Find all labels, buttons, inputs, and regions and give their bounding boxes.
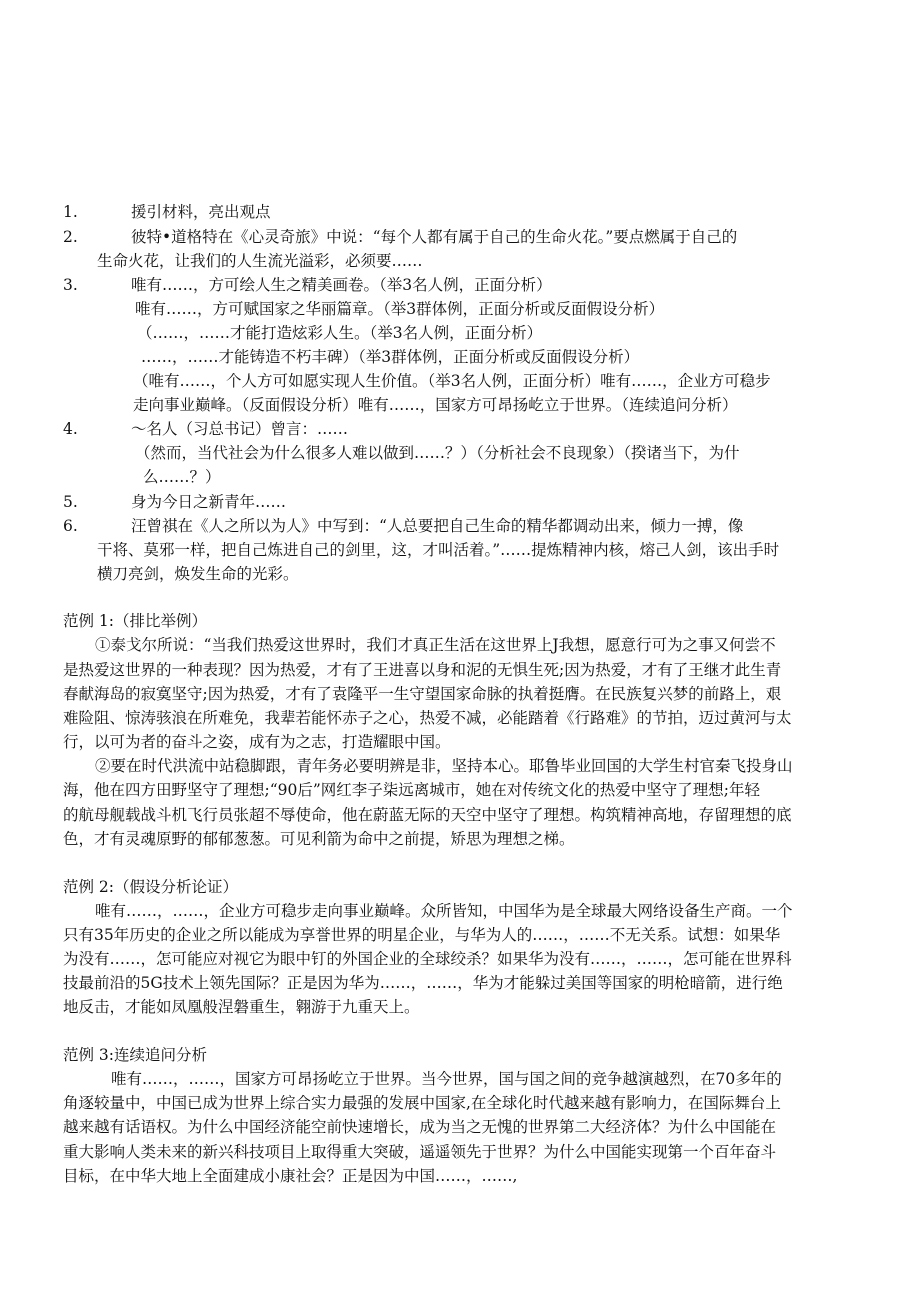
paragraph-line: 重大影响人类未来的新兴科技项目上取得重大突破，遥遥领先于世界？为什么中国能实现第一个百年奋斗 <box>63 1143 777 1161</box>
paragraph-line: 难险阻、惊涛骇浪在所难免，我辈若能怀赤子之心，热爱不减，必能踏着《行路难》的节拍，迈过黄河与太 <box>63 709 792 727</box>
list-item-text: 么……？） <box>143 468 221 486</box>
paragraph-line: 地反击，才能如凤凰般涅磐重生，翱游于九重天上。 <box>63 998 420 1016</box>
list-item-text: 横刀亮剑，焕发生命的光彩。 <box>97 565 299 583</box>
paragraph-line: 行，以可为者的奋斗之姿，成有为之志，打造耀眼中国。 <box>63 733 451 751</box>
paragraph-line: 唯有……，……，企业方可稳步走向事业巅峰。众所皆知，中国华为是全球最大网络设备生产商。一个 <box>95 902 793 920</box>
paragraph-line: 为没有……，怎可能应对视它为眼中钉的外国企业的全球绞杀？如果华为没有……，……，怎可能在世界科 <box>63 950 792 968</box>
list-item-text: ……，……才能铸造不朽丰碑）（举3群体例，正面分析或反面假设分析） <box>141 348 640 366</box>
list-number: 1. <box>63 203 78 221</box>
list-item-text: （然而，当代社会为什么很多人难以做到……？）（分析社会不良现象）（揆诸当下，为什 <box>135 444 740 462</box>
example-heading: 范例 1:（排比举例） <box>63 612 208 630</box>
list-item-text: 援引材料，亮出观点 <box>131 203 271 221</box>
list-item-text: ～名人（习总书记）曾言：…… <box>131 420 349 438</box>
list-item-text: 生命火花，让我们的人生流光溢彩，必须要…… <box>97 252 423 270</box>
list-item-text: 干将、莫邪一样，把自己炼进自己的剑里，这，才叫活着。”……提炼精神内核，熔己人剑，该出手时 <box>97 541 780 559</box>
list-item-text: 彼特•道格特在《心灵奇旅》中说：“每个人都有属于自己的生命火花。”要点燃属于自己的 <box>131 228 738 246</box>
list-item-text: （……，……才能打造炫彩人生。（举3名人例，正面分析） <box>137 324 543 342</box>
paragraph-line: ①泰戈尔所说：“当我们热爱这世界时，我们才真正生活在这世界上J我想，愿意行可为之事又何尝不 <box>95 636 776 654</box>
example-heading: 范例 2:（假设分析论证） <box>63 878 239 896</box>
list-number: 4. <box>63 420 78 438</box>
list-number: 6. <box>63 517 78 535</box>
list-number: 3. <box>63 276 78 294</box>
paragraph-line: 色，才有灵魂原野的郁郁葱葱。可见利箭为命中之前提，矫思为理想之梯。 <box>63 830 575 848</box>
list-item-text: 唯有……，方可赋国家之华丽篇章。（举3群体例，正面分析或反面假设分析） <box>135 300 665 318</box>
paragraph-line: 角逐较量中，中国已成为世界上综合实力最强的发展中国家,在全球化时代越来越有影响力，在国际舞台上 <box>63 1094 781 1112</box>
paragraph-line: 是热爱这世界的一种表现？因为热爱，才有了王进喜以身和泥的无惧生死;因为热爱，才有了王继才此生青 <box>63 661 782 679</box>
list-item-text: 走向事业巅峰。（反面假设分析）唯有……，国家方可昂扬屹立于世界。（连续追问分析） <box>133 396 738 414</box>
paragraph-line: 唯有……，……，国家方可昂扬屹立于世界。当今世界，国与国之间的竞争越演越烈，在70多年的 <box>111 1070 782 1088</box>
list-number: 2. <box>63 228 78 246</box>
paragraph-line: ②要在时代洪流中站稳脚跟，青年务必要明辨是非，坚持本心。耶鲁毕业回国的大学生村官秦飞投身山 <box>95 757 793 775</box>
paragraph-line: 只有35年历史的企业之所以能成为享誉世界的明星企业，与华为人的……，……不无关系。试想：如果华 <box>63 926 781 944</box>
paragraph-line: 目标，在中华大地上全面建成小康社会？正是因为中国……，……, <box>63 1167 518 1185</box>
paragraph-line: 越来越有话语权。为什么中国经济能空前快速增长，成为当之无愧的世界第二大经济体？为什么中国能在 <box>63 1118 777 1136</box>
list-item-text: （唯有……，个人方可如愿实现人生价值。（举3名人例，正面分析）唯有……，企业方可稳步 <box>133 372 771 390</box>
example-heading: 范例 3:连续追问分析 <box>63 1046 208 1064</box>
list-item-text: 唯有……，方可绘人生之精美画卷。（举3名人例，正面分析） <box>131 276 552 294</box>
list-number: 5. <box>63 493 78 511</box>
paragraph-line: 海，他在四方田野坚守了理想;“90后”网红李子柒远离城市，她在对传统文化的热爱中坚守了理想;年轻 <box>63 781 761 799</box>
paragraph-line: 春献海岛的寂寞坚守;因为热爱，才有了袁隆平一生守望国家命脉的执着挺膺。在民族复兴梦的前路上，艰 <box>63 685 782 703</box>
paragraph-line: 技最前沿的5G技术上领先国际？正是因为华为……，……，华为才能躲过美国等国家的明枪暗箭，进行绝 <box>63 974 783 992</box>
list-item-text: 汪曾祺在《人之所以为人》中写到：“人总要把自己生命的精华都调动出来，倾力一搏，像 <box>131 517 744 535</box>
paragraph-line: 的航母舰载战斗机飞行员张超不辱使命，他在蔚蓝无际的天空中坚守了理想。构筑精神高地，存留理想的底 <box>63 806 792 824</box>
list-item-text: 身为今日之新青年…… <box>131 493 287 511</box>
